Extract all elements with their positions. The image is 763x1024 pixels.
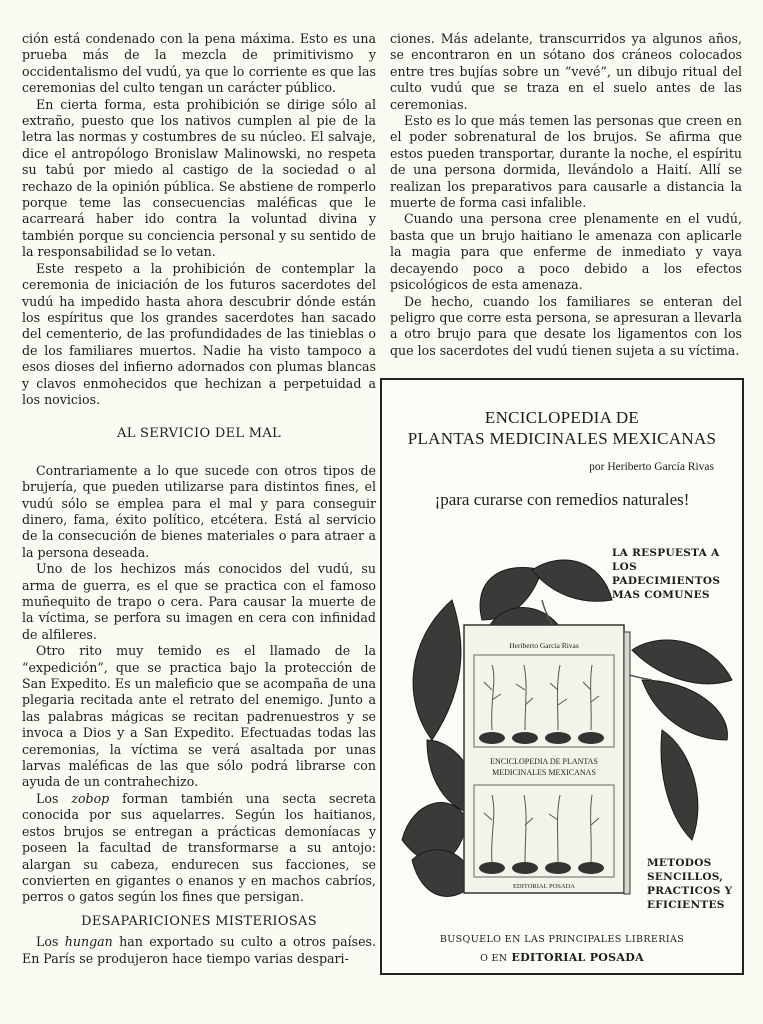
paragraph: Contrariamente a lo que sucede con otros tipos de brujería, que pueden utilizarse para distintos fines, el vudú sólo se emplea para el mal y para conseguir dinero, fama, éxito político, etcétera. Está al servicio de la consecución de bienes materiales o para atraer a la persona deseada. xyxy=(22,462,376,560)
ad-title: PLANTAS MEDICINALES MEXICANAS xyxy=(407,429,717,448)
book-cover-publisher: EDITORIAL POSADA xyxy=(513,883,575,890)
text-run: forman también una secta secreta conocida por sus aquelarres. Según los haitianos, estos brujos se entregan a prácticas demoníacas y poseen la facultad de transformarse a su antojo: alargan su cabeza, endurecen sus facciones, se convierten en gigantes o enanos y en machos cabríos, perros o gatos según los fines que persigan. xyxy=(22,790,376,905)
ad-feature-line: METODOS xyxy=(647,857,712,869)
text-run: han exportado su culto a otros países. En París se produjeron hace tiempo varias despari- xyxy=(22,934,376,966)
left-column xyxy=(22,31,376,967)
ad-feature-line: LOS PADECIMIENTOS xyxy=(612,561,721,587)
paragraph: Cuando una persona cree plenamente en el vudú, basta que un brujo haitiano le amenaza con aplicarle la magia para que enferme de inmediato y vaya decayendo poco a poco debido a los efectos psicológicos de esta amenaza. xyxy=(390,211,742,293)
paragraph: Otro rito muy temido es el llamado de la “expedición”, que se practica bajo la protección de San Expedito. Es un maleficio que se acompaña de una plegaria recitada ante el retrato del enemigo. Junto a las palabras mágicas se recitan padrenuestros y se invoca a Dios y a San Expedito. Efectuadas todas las ceremonias, la víctima se verá asaltada por unas larvas maléficas de las que sólo podrá librarse con ayuda de un contrahechizo. xyxy=(22,643,376,790)
paragraph: En cierta forma, esta prohibición se dirige sólo al extraño, puesto que los nativos cumplen al pie de la letra las normas y costumbres de su núcleo. El salvaje, dice el antropólogo Bronislaw Malinowski, no respeta su tabú por miedo al castigo de la sociedad o al rechazo de la opinión pública. Se abstiene de romperlo porque teme las consecuencias maléficas que le acarreará haber ido contra la voluntad divina y también porque su conciencia personal y su sentido de la responsabilidad se lo vetan. xyxy=(22,96,376,260)
ad-feature-line: MAS COMUNES xyxy=(612,589,710,601)
section-heading: AL SERVICIO DEL MAL xyxy=(117,426,281,442)
ad-feature-line: PRACTICOS Y xyxy=(647,885,733,897)
ad-feature-text xyxy=(647,856,732,912)
ad-publisher-prefix: O EN xyxy=(480,953,508,964)
ad-where-to-buy: BUSQUELO EN LAS PRINCIPALES LIBRERIAS xyxy=(439,934,685,945)
ad-feature-text xyxy=(612,546,742,602)
book-cover-author: Heriberto García Rivas xyxy=(509,641,579,650)
paragraph: Uno de los hechizos más conocidos del vudú, su arma de guerra, es el que se practica con el famoso muñequito de trapo o cera. Para causar la muerte de la víctima, se perfora su imagen en cera con infinidad de alfileres. xyxy=(22,561,376,642)
ad-publisher xyxy=(382,951,742,964)
paragraph: ciones. Más adelante, transcurridos ya algunos años, se encontraron en un sótano dos cráneos colocados entre tres bujías sobre un “vevé”, un dibujo ritual del culto vudú que se traza en el suelo antes de las ceremonias. xyxy=(390,31,742,112)
section-heading: DESAPARICIONES MISTERIOSAS xyxy=(81,913,317,929)
paragraph: Este respeto a la prohibición de contemplar la ceremonia de iniciación de los futuros sacerdotes del vudú ha impedido hasta ahora descubrir dónde están los espíritus que los grandes sacerdotes han sacado del cementerio, de las profundidades de las tinieblas o de los familiares muertos. Nadie ha visto tampoco a esos dioses del infierno adornados con plumas blancas y clavos enmohecidos que hechizan a perpetuidad a los novicios. xyxy=(22,260,376,407)
book-advertisement xyxy=(380,378,744,975)
paragraph: Esto es lo que más temen las personas que creen en el poder sobrenatural de los brujos. Se afirma que estos pueden transportar, durante la noche, el espíritu de una persona dormida, llevándolo a Haití. Allí se realizan los preparativos para causarle a distancia la muerte de forma casi infalible. xyxy=(390,113,742,211)
emphasis: hungan xyxy=(64,934,113,950)
book-cover-icon xyxy=(464,625,630,894)
ad-slogan: ¡para curarse con remedios naturales! xyxy=(434,490,690,509)
ad-title: ENCICLOPEDIA DE xyxy=(484,408,640,427)
text-run: Los xyxy=(36,790,72,806)
text-run: Los xyxy=(36,934,65,950)
ad-publisher-name: EDITORIAL POSADA xyxy=(511,951,644,964)
right-column xyxy=(390,31,742,359)
paragraph: ción está condenado con la pena máxima. Esto es una prueba más de la mezcla de primitivismo y occidentalismo del vudú, ya que lo corriente es que las ceremonias del culto tengan un carácter público. xyxy=(22,31,376,96)
ad-feature-line: EFICIENTES xyxy=(647,899,725,911)
paragraph xyxy=(22,791,376,906)
book-cover-title: MEDICINALES MEXICANAS xyxy=(492,768,596,777)
paragraph xyxy=(22,934,376,967)
paragraph: De hecho, cuando los familiares se enteran del peligro que corre esta persona, se apresuran a llevarla a otro brujo para que desate los ligamentos con los que los sacerdotes del vudú tienen sujeta a su víctima. xyxy=(390,293,742,358)
ad-feature-line: LA RESPUESTA A xyxy=(612,547,720,559)
emphasis: zobop xyxy=(71,790,110,806)
book-cover-title: ENCICLOPEDIA DE PLANTAS xyxy=(490,757,598,766)
ad-author: por Heriberto García Rivas xyxy=(589,461,714,473)
ad-feature-line: SENCILLOS, xyxy=(647,871,724,883)
